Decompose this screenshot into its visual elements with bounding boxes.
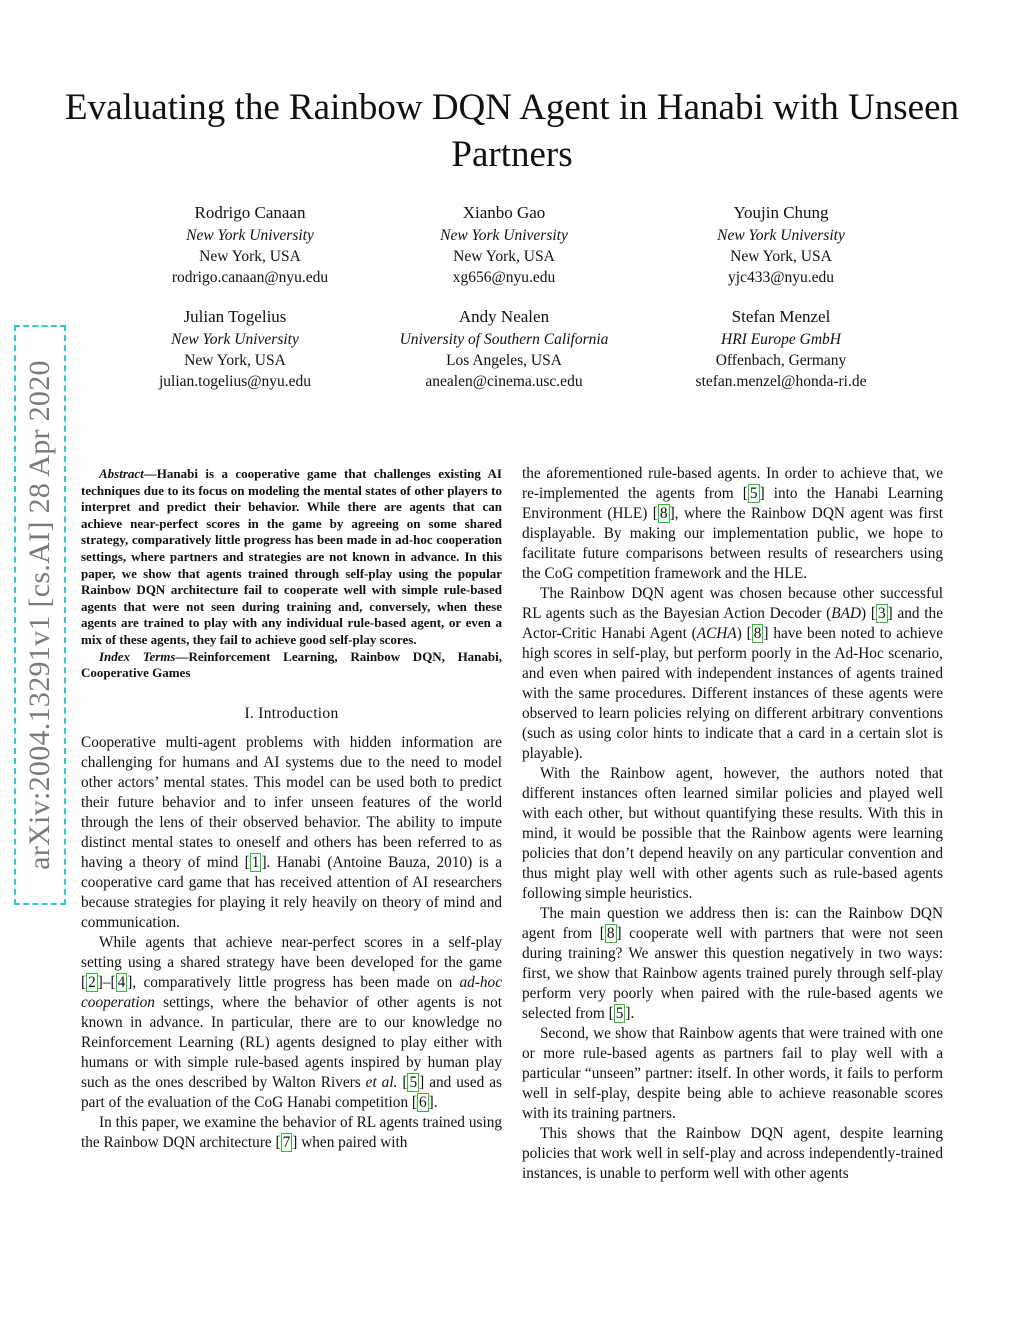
citation-link[interactable]: 7 — [282, 1133, 291, 1151]
author-name: Youjin Chung — [733, 203, 829, 222]
author-email: yjc433@nyu.edu — [728, 269, 834, 286]
abstract-label: Abstract — [99, 466, 144, 481]
abstract-text: —Hanabi is a cooperative game that challenges existing AI techniques due to its focus on modeling the mental states of other players to interpret and predict their behavior. While there are agents that can achieve near-perfect scores in the game by agreeing on some shared strategy, comparatively little progress has been made in ad-hoc cooperation settings, where partners and strategies are not known in advance. In this paper, we show that agents trained through self-play using the popular Rainbow DQN architecture fail to cooperate well with simple rule-based agents that were not seen during training and, conversely, when these agents are trained to play with any individual rule-based agent, or even a mix of these agents, they fail to achieve good self-play scores. — [81, 466, 502, 647]
citation-link[interactable]: 5 — [409, 1073, 418, 1091]
author-email: anealen@cinema.usc.edu — [425, 373, 583, 390]
citation-link[interactable]: 6 — [419, 1093, 427, 1111]
author-block — [374, 306, 634, 392]
paragraph: The main question we address then is: can the Rainbow DQN agent from [ 8 ] cooperate well with partners that were not seen during training? We answer this question negatively in two ways: first, we show that Rainbow agents trained purely through self-play perform very poorly when paired with the rule-based agents we selected from [ 5 ]. — [522, 905, 943, 1022]
author-location: New York, USA — [199, 248, 301, 265]
author-location: New York, USA — [730, 248, 832, 265]
author-location: Los Angeles, USA — [446, 352, 562, 369]
author-name: Stefan Menzel — [731, 307, 831, 326]
arxiv-identifier: arXiv:2004.13291v1 [cs.AI] 28 Apr 2020 — [23, 360, 56, 870]
author-email: rodrigo.canaan@nyu.edu — [171, 269, 329, 286]
paragraph: Second, we show that Rainbow agents that were trained with one or more rule-based agents as partners fail to play well with a particular “unseen” partner: itself. In other words, it fails to perform well in self-play, despite being able to achieve reasonable scores with its training partners. — [522, 1025, 943, 1122]
citation-link[interactable]: 8 — [606, 925, 615, 942]
author-block — [105, 306, 365, 392]
author-location: New York, USA — [184, 352, 286, 369]
abstract — [81, 466, 502, 649]
paragraph: Cooperative multi-agent problems with hidden information are challenging for humans and AI systems due to the need to model other actors’ mental states. This model can be used both to predict their future behavior and to infer unseen features of the world through the lens of their observed behavior. The ability to impute distinct mental states to oneself and others has been referred to as having a theory of mind [ 1 ]. Hanabi (Antoine Bauza, 2010) is a cooperative card game that has received attention of AI researchers because strategies for playing it rely heavily on theory of mind and communication. — [81, 733, 503, 931]
author-affiliation: University of Southern California — [399, 331, 609, 348]
paragraph: In this paper, we examine the behavior of RL agents trained using the Rainbow DQN architecture [ 7 ] when paired with — [81, 1113, 502, 1151]
author-affiliation: New York University — [440, 227, 568, 244]
index-terms — [81, 649, 502, 682]
paragraph: While agents that achieve near-perfect scores in a self-play setting using a shared strategy have been developed for the game [ 2 ]–[ 4 ], comparatively little progress has been made on ad-hoc cooperation settings, where the behavior of other agents is not known in advance. In particular, there are to our knowledge no Reinforcement Learning (RL) agents designed to play either with humans or with simple rule-based agents inspired by human play such as the ones described by Walton Rivers et al. [ 5 ] and used as part of the evaluation of the CoG Hanabi competition [ 6 ]. — [81, 933, 502, 1111]
author-affiliation: New York University — [171, 331, 299, 348]
author-block — [120, 202, 380, 288]
section-heading: I. Introduction — [244, 704, 339, 722]
index-terms-label: Index Terms — [99, 648, 176, 664]
author-location: New York, USA — [453, 248, 555, 265]
author-name: Julian Togelius — [183, 307, 287, 326]
author-location: Offenbach, Germany — [715, 352, 847, 369]
citation-link[interactable]: 3 — [877, 605, 886, 622]
author-affiliation: HRI Europe GmbH — [721, 331, 841, 348]
author-email: xg656@nyu.edu — [452, 269, 556, 286]
author-block — [651, 306, 911, 392]
author-name: Rodrigo Canaan — [194, 203, 306, 222]
paragraph: the aforementioned rule-based agents. In order to achieve that, we re-implemented the agents from [ 5 ] into the Hanabi Learning Environment (HLE) [ 8 ], where the Rainbow DQN agent was first displayable. By making our implementation public, we hope to facilitate future comparisons between results of researchers using the CoG competition framework and the HLE. — [522, 465, 943, 582]
citation-link[interactable]: 2 — [88, 973, 96, 991]
author-affiliation: New York University — [186, 227, 314, 244]
paragraph: This shows that the Rainbow DQN agent, despite learning policies that work well in self-play and across independently-trained instances, is unable to perform well with other agents — [522, 1125, 943, 1182]
author-affiliation: New York University — [717, 227, 845, 244]
author-name: Xianbo Gao — [462, 203, 546, 222]
author-block — [374, 202, 634, 288]
citation-link[interactable]: 5 — [749, 485, 758, 502]
author-name: Andy Nealen — [458, 307, 550, 326]
citation-link[interactable]: 4 — [117, 973, 126, 991]
arxiv-identifier-stamp — [14, 325, 66, 905]
author-email: julian.togelius@nyu.edu — [158, 373, 312, 390]
citation-link[interactable]: 8 — [659, 505, 668, 522]
author-block — [651, 202, 911, 288]
citation-link[interactable]: 8 — [753, 625, 762, 642]
left-column — [81, 466, 502, 1153]
paragraph: With the Rainbow agent, however, the authors noted that different instances often learned similar policies and played well with each other, but without quantifying these results. With this in mind, it would be possible that the Rainbow agents were learning policies that don’t depend heavily on any particular convention and thus might play well with other agents such as rule-based agents following simple heuristics. — [522, 765, 943, 902]
paragraph: The Rainbow DQN agent was chosen because other successful RL agents such as the Bayesian Action Decoder (BAD) [ 3 ] and the Actor-Critic Hanabi Agent (ACHA) [ 8 ] have been noted to achieve high scores in self-play, but perform poorly in the Ad-Hoc scenario, and even when paired with independent instances of agents trained with the same procedures. Different instances of these agents were observed to learn policies relying on different arbitrary conventions (such as using color hints to indicate that a card in a certain slot is playable). — [522, 585, 944, 762]
right-column — [522, 464, 943, 1184]
citation-link[interactable]: 1 — [251, 853, 260, 871]
index-terms-text: —Reinforcement Learning, Rainbow DQN, Hanabi, Cooperative Games — [81, 648, 503, 681]
citation-link[interactable]: 5 — [615, 1005, 624, 1022]
author-email: stefan.menzel@honda-ri.de — [695, 373, 867, 390]
paper-title: Evaluating the Rainbow DQN Agent in Hanabi with Unseen Partners — [65, 87, 959, 175]
